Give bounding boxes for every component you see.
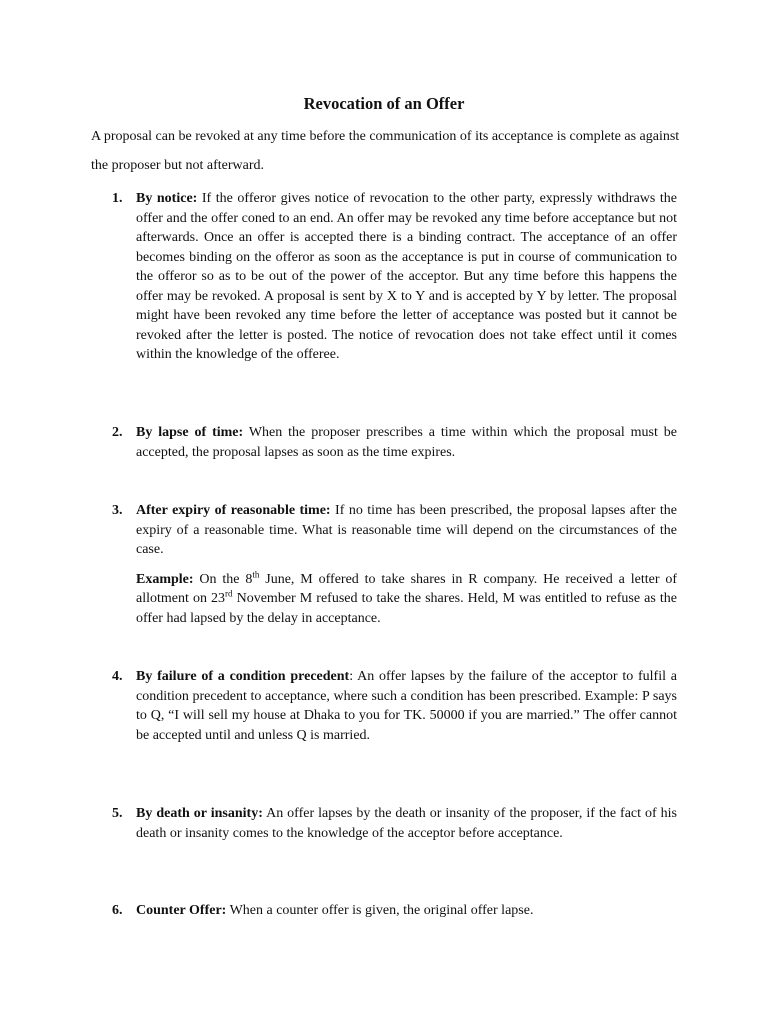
- example-text: On the 8: [193, 571, 253, 587]
- item-heading: By notice:: [136, 191, 198, 206]
- item-number: 6.: [112, 903, 123, 918]
- example-text: November M refused to take the shares. Held, M was entitled to refuse as the offer had lapsed by the delay in acceptance.: [136, 591, 677, 626]
- item-heading: After expiry of reasonable time:: [136, 503, 331, 518]
- item-number: 5.: [112, 806, 123, 821]
- item-body: [136, 501, 677, 628]
- ordinal-suffix: rd: [225, 588, 233, 599]
- item-body: [136, 804, 677, 843]
- item-text: When a counter offer is given, the original offer lapse.: [226, 903, 534, 918]
- example-paragraph: [136, 570, 677, 629]
- list-item-condition-precedent: [112, 667, 677, 745]
- list-item-after-expiry: [112, 501, 677, 628]
- item-text: If no time has been prescribed, the proposal lapses after the expiry of a reasonable time. What is reasonable time will depend on the circumstances of the case.: [136, 503, 677, 557]
- item-body: [136, 189, 677, 365]
- list-item-counter-offer: [112, 901, 677, 921]
- item-heading: By failure of a condition precedent: [136, 669, 350, 684]
- item-body: [136, 423, 677, 462]
- example-heading: Example:: [136, 571, 194, 587]
- list-item-death-or-insanity: [112, 804, 677, 843]
- item-text: An offer lapses by the death or insanity of the proposer, if the fact of his death or insanity comes to the knowledge of the acceptor before acceptance.: [136, 806, 677, 841]
- item-body: [136, 901, 677, 921]
- item-number: 1.: [112, 191, 123, 206]
- item-number: 2.: [112, 425, 123, 440]
- item-number: 4.: [112, 669, 123, 684]
- item-heading: By lapse of time:: [136, 425, 244, 440]
- example-text: June, M offered to take shares in R company. He received a letter of allotment on 23: [136, 571, 678, 606]
- item-text: When the proposer prescribes a time within which the proposal must be accepted, the proposal lapses as soon as the time expires.: [136, 425, 677, 460]
- item-text: If the offeror gives notice of revocation to the other party, expressly withdraws the offer and the offer coned to an end. An offer may be revoked any time before acceptance but not afterwards. Once an offer is accepted there is a binding contract. The acceptance of an offer becomes binding on the offeror as soon as the acceptance is put in course of communication to the offeror so as to be out of the power of the acceptor. But any time before this happens the offer may be revoked. A proposal is sent by X to Y and is accepted by Y by letter. The proposal might have been revoked any time before the letter of acceptance was posted but it cannot be revoked after the letter is posted. The notice of revocation does not take effect until it comes within the knowledge of the offeree.: [136, 191, 678, 362]
- list-item-by-notice: [112, 189, 677, 365]
- list-item-by-lapse-of-time: [112, 423, 677, 462]
- page-title: Revocation of an Offer: [303, 94, 465, 113]
- intro-paragraph: A proposal can be revoked at any time before the communication of its acceptance is complete as against the proposer but not afterward.: [91, 129, 680, 173]
- item-text: : An offer lapses by the failure of the acceptor to fulfil a condition precedent to acceptance, where such a condition has been prescribed. Example: P says to Q, “I will sell my house at Dhaka to you for TK. 50000 if you are married.” The offer cannot be accepted until and unless Q is married.: [136, 669, 677, 743]
- item-heading: Counter Offer:: [136, 903, 227, 918]
- item-number: 3.: [112, 503, 123, 518]
- item-heading: By death or insanity:: [136, 806, 263, 821]
- item-body: [136, 667, 677, 745]
- ordinal-suffix: th: [252, 568, 260, 579]
